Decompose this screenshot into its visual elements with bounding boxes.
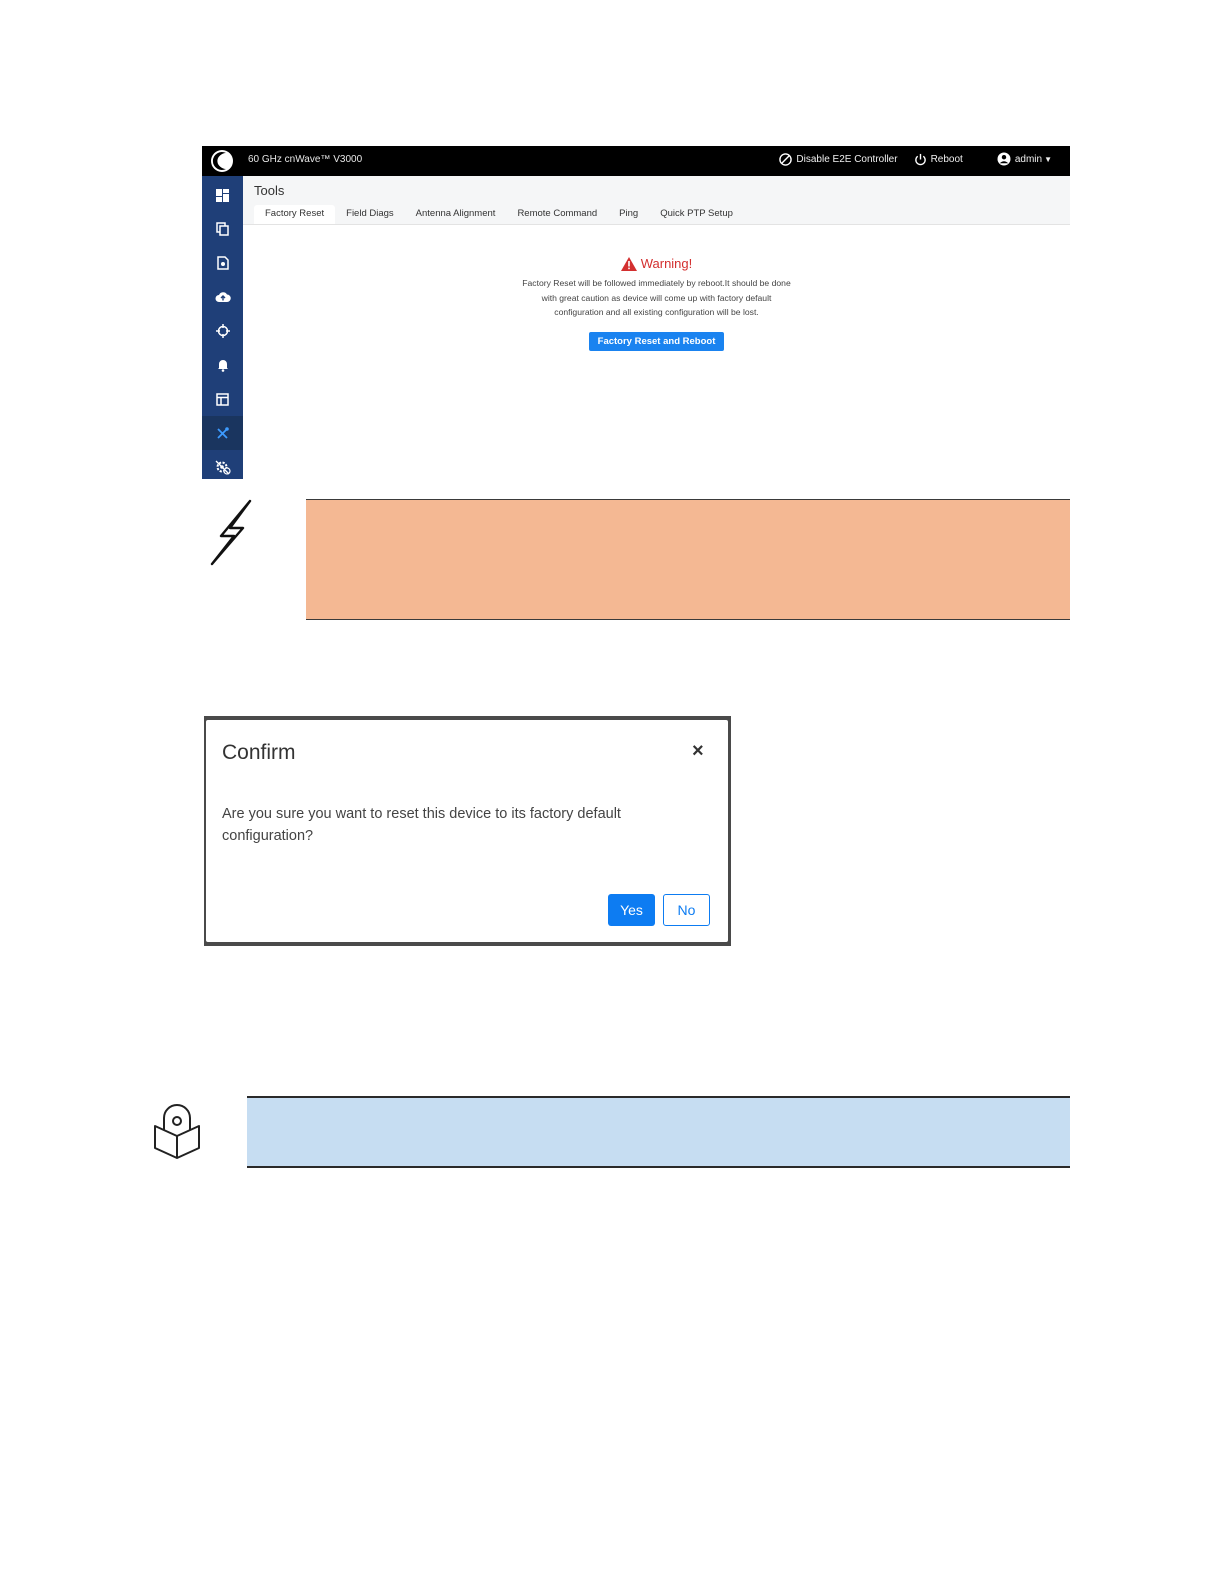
factory-reset-and-reboot-button[interactable]: Factory Reset and Reboot bbox=[589, 332, 725, 351]
sidebar-item-alignment[interactable] bbox=[202, 314, 243, 348]
cambium-logo-icon bbox=[210, 149, 234, 173]
reboot-button[interactable] bbox=[914, 153, 963, 166]
note-callout-box bbox=[247, 1096, 1070, 1168]
sidebar-item-statistics[interactable] bbox=[202, 382, 243, 416]
config-file-icon bbox=[217, 256, 229, 270]
page-title: Tools bbox=[254, 183, 285, 198]
tab-factory-reset[interactable]: Factory Reset bbox=[254, 205, 335, 224]
table-icon bbox=[216, 393, 229, 406]
chevron-down-icon: ▼ bbox=[1044, 154, 1052, 164]
tools-header bbox=[243, 176, 1070, 225]
no-button[interactable]: No bbox=[663, 894, 710, 926]
user-name: admin bbox=[1014, 153, 1043, 165]
power-icon bbox=[914, 153, 927, 166]
app-screenshot bbox=[202, 146, 1070, 479]
sidebar-item-upgrade[interactable] bbox=[202, 280, 243, 314]
cloud-upload-icon bbox=[215, 291, 231, 303]
dialog-title: Confirm bbox=[222, 741, 296, 764]
yes-button[interactable]: Yes bbox=[608, 894, 655, 926]
book-note-icon bbox=[150, 1102, 204, 1162]
sidebar-item-copy[interactable] bbox=[202, 212, 243, 246]
bell-icon bbox=[217, 358, 229, 372]
sidebar bbox=[202, 176, 243, 479]
factory-reset-panel bbox=[243, 256, 1070, 351]
disable-e2e-label: Disable E2E Controller bbox=[796, 153, 898, 165]
tab-quick-ptp-setup[interactable]: Quick PTP Setup bbox=[660, 208, 733, 219]
warning-heading bbox=[243, 256, 1070, 271]
tab-antenna-alignment[interactable]: Antenna Alignment bbox=[415, 208, 496, 219]
tab-ping[interactable]: Ping bbox=[619, 208, 639, 219]
tab-field-diags[interactable]: Field Diags bbox=[346, 208, 394, 219]
sidebar-item-tools[interactable] bbox=[202, 416, 243, 450]
confirm-dialog bbox=[206, 720, 728, 942]
settings-icon bbox=[215, 460, 231, 475]
sidebar-item-alarms[interactable] bbox=[202, 348, 243, 382]
dialog-message: Are you sure you want to reset this device to its factory default configuration? bbox=[222, 806, 621, 844]
sidebar-item-settings[interactable] bbox=[202, 450, 243, 479]
tabs bbox=[254, 205, 744, 224]
app-title: 60 GHz cnWave™ V3000 bbox=[248, 154, 363, 165]
top-bar bbox=[202, 146, 1070, 176]
warning-line: Factory Reset will be followed immediately by reboot.It should be done bbox=[522, 278, 791, 288]
sidebar-item-dashboard[interactable] bbox=[202, 178, 243, 212]
dashboard-icon bbox=[216, 189, 229, 202]
warning-title: Warning! bbox=[640, 256, 693, 271]
warning-line: configuration and all existing configuration will be lost. bbox=[554, 307, 759, 317]
main-content bbox=[243, 176, 1070, 479]
disable-e2e-button[interactable] bbox=[779, 153, 897, 166]
warning-text bbox=[243, 276, 1070, 320]
tab-remote-command[interactable]: Remote Command bbox=[517, 208, 598, 219]
crosshair-icon bbox=[216, 324, 230, 338]
copy-icon bbox=[216, 222, 229, 236]
disable-icon bbox=[779, 153, 792, 166]
close-icon[interactable]: × bbox=[692, 740, 704, 762]
user-icon bbox=[997, 152, 1011, 166]
lightning-bolt-icon bbox=[206, 498, 256, 568]
top-actions bbox=[779, 152, 1052, 166]
sidebar-item-config[interactable] bbox=[202, 246, 243, 280]
tools-icon bbox=[216, 427, 229, 440]
warning-line: with great caution as device will come up with factory default bbox=[541, 292, 772, 303]
caution-callout-box bbox=[306, 499, 1070, 620]
warning-triangle-icon bbox=[621, 257, 637, 271]
reboot-label: Reboot bbox=[930, 153, 963, 165]
user-menu[interactable] bbox=[997, 152, 1052, 166]
